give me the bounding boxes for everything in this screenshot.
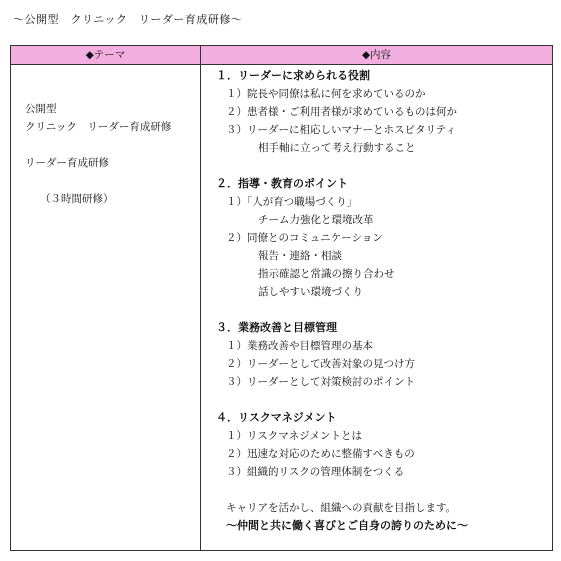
theme-spacer bbox=[25, 172, 171, 190]
list-item: ３）組織的リスクの管理体制をつくる bbox=[226, 466, 405, 478]
table-header-row bbox=[11, 46, 552, 65]
closing-tagline: 〜仲間と共に働く喜びとご自身の誇りのために〜 bbox=[226, 519, 468, 532]
list-subitem: チーム力強化と環境改革 bbox=[258, 214, 374, 226]
section-title: ４．リスクマネジメント bbox=[216, 411, 337, 424]
header-content: ◆内容 bbox=[361, 49, 392, 61]
list-subitem: 話しやすい環境づくり bbox=[258, 286, 363, 298]
section-title: ３．業務改善と目標管理 bbox=[216, 321, 337, 334]
section-title: １．リーダーに求められる役割 bbox=[216, 69, 370, 82]
theme-line-open-type: 公開型 bbox=[25, 103, 57, 115]
list-item: ３）リーダーとして対策検討のポイント bbox=[226, 376, 415, 388]
section-risk-management bbox=[208, 409, 548, 481]
curriculum-table bbox=[10, 45, 553, 551]
theme-line-clinic-training: クリニック リーダー育成研修 bbox=[25, 121, 172, 133]
list-item: ２）リーダーとして改善対象の見つけ方 bbox=[226, 358, 415, 370]
section-title: ２．指導・教育のポイント bbox=[216, 177, 348, 190]
list-item: ３）リーダーに相応しいマナーとホスピタリティ bbox=[226, 124, 456, 136]
list-subitem: 報告・連絡・相談 bbox=[258, 250, 342, 262]
section-guidance bbox=[208, 175, 548, 301]
list-item: ２）患者様・ご利用者様が求めているものは何か bbox=[226, 106, 457, 118]
list-item: １）業務改善や目標管理の基本 bbox=[226, 340, 373, 352]
page-title: 〜公開型 クリニック リーダー育成研修〜 bbox=[13, 13, 243, 26]
closing-statement: キャリアを活かし、組織への貢献を目指します。 bbox=[226, 502, 457, 514]
list-item: １）リスクマネジメントとは bbox=[226, 430, 362, 442]
list-item: １）「人が育つ職場づくり」 bbox=[226, 196, 358, 208]
content-cell bbox=[208, 67, 548, 535]
list-subitem: 相手軸に立って考え行動すること bbox=[258, 142, 416, 154]
column-divider bbox=[200, 46, 201, 550]
section-leader-role bbox=[208, 67, 548, 157]
theme-line-leader-training: リーダー育成研修 bbox=[25, 157, 109, 169]
list-item: １）院長や同僚は私に何を求めているのか bbox=[226, 88, 426, 100]
list-item: ２）迅速な対応のために整備すべきもの bbox=[226, 448, 415, 460]
theme-spacer bbox=[25, 136, 171, 154]
list-subitem: 指示確認と常識の擦り合わせ bbox=[258, 268, 395, 280]
header-theme: ◆テーマ bbox=[85, 49, 126, 61]
list-item: ２）同僚とのコミュニケーション bbox=[226, 232, 383, 244]
section-improvement bbox=[208, 319, 548, 391]
theme-cell bbox=[25, 100, 171, 208]
theme-line-duration: （３時間研修） bbox=[40, 193, 114, 205]
